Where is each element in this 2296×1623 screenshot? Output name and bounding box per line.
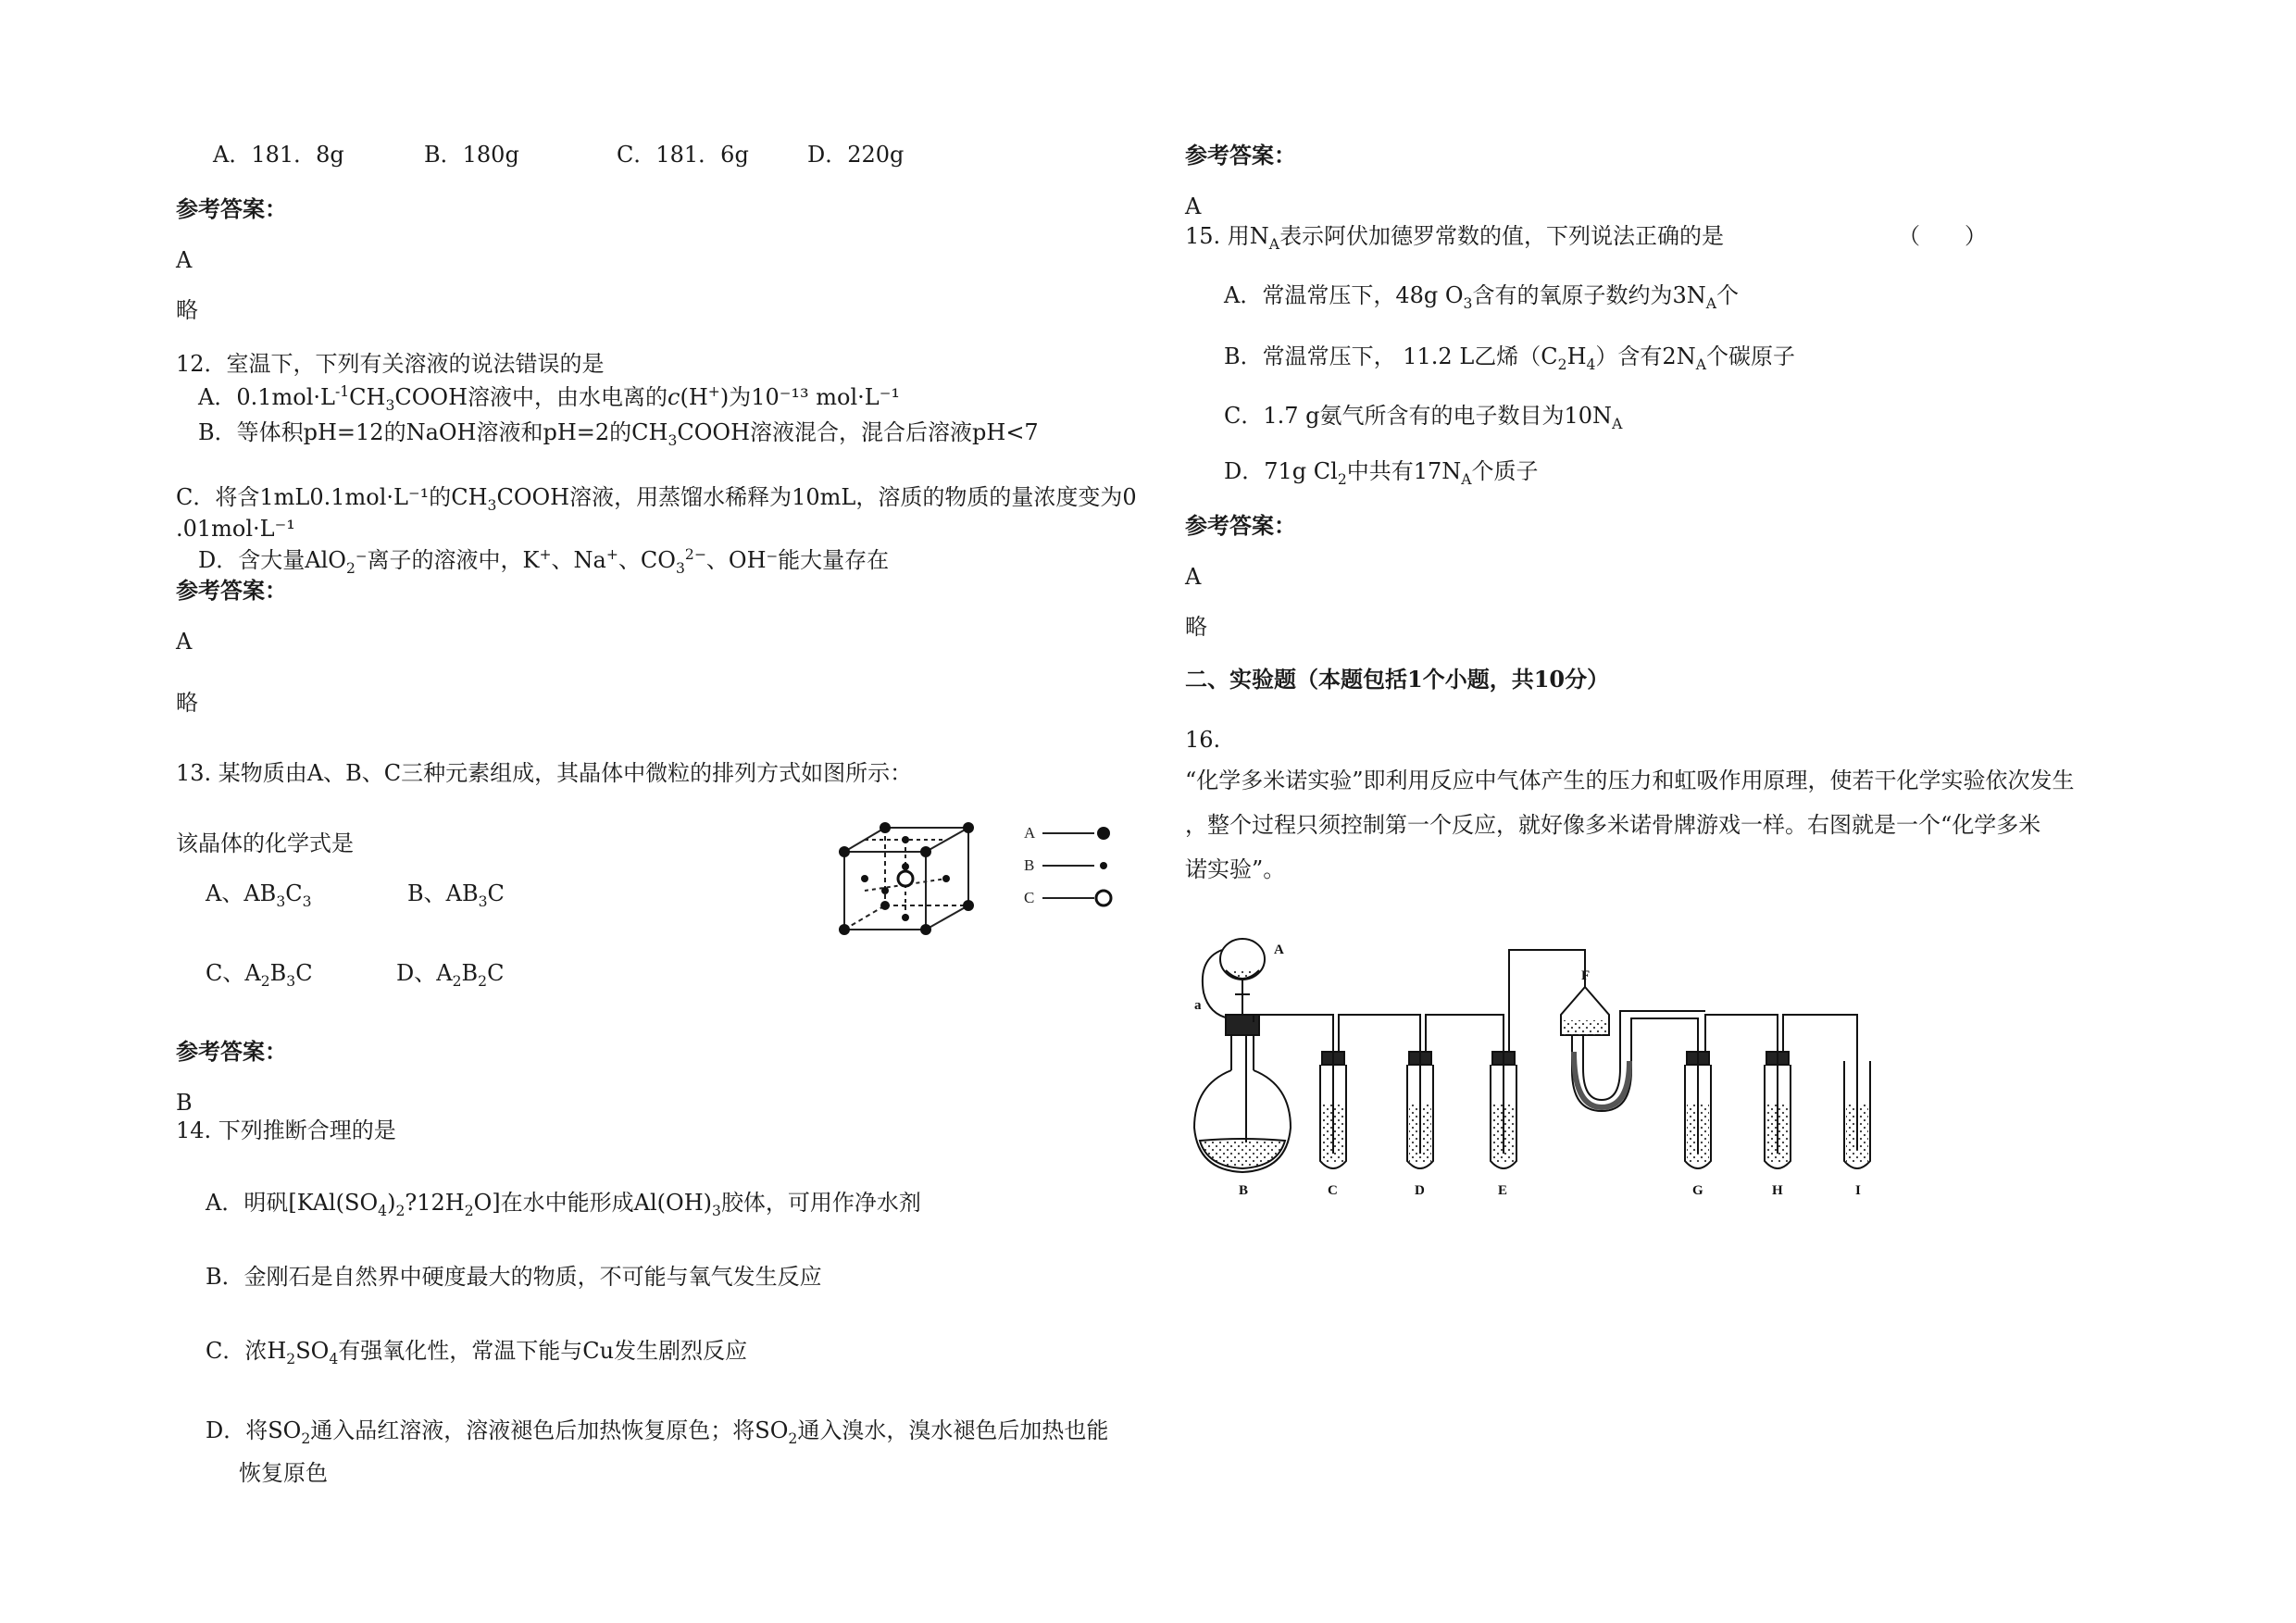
legend-label-b: B — [1024, 856, 1035, 874]
answer-label: 参考答案： — [1185, 512, 1296, 539]
q11-option-c: C．181．6g — [617, 142, 749, 168]
q15-stem: 15. 用$N_A$表示阿伏加德罗常数的值，下列说法正确的是 — [1185, 223, 1725, 253]
q13-prompt: 该晶体的化学式是 — [176, 830, 354, 856]
q12-option-a: A．$0.1mol\cdot L^{-1}CH_3COOH$溶液中，由水电离的c(H+)为10⁻¹³ mol·L⁻¹ — [198, 383, 901, 414]
omitted-note: 略 — [1185, 614, 1207, 640]
q13-answer: B — [176, 1090, 193, 1116]
answer-label: 参考答案： — [176, 1038, 287, 1065]
q12-option-c-line2: .01mol·L⁻¹ — [176, 516, 295, 542]
q14-option-b: B．金刚石是自然界中硬度最大的物质，不可能与氧气发生反应 — [206, 1264, 822, 1290]
q14-option-d: D．将$SO_2$通入品红溶液，溶液褪色后加热恢复原色；将$SO_2$通入溴水，溴水褪色后加热也能 — [206, 1417, 1109, 1447]
label-funnel-f: F — [1581, 968, 1591, 983]
label-c: C — [1328, 1183, 1338, 1198]
label-h: H — [1772, 1183, 1783, 1198]
q15-option-d: D．71g $Cl_2$中共有$17N_A$个质子 — [1224, 458, 1539, 488]
q12-stem: 12．室温下，下列有关溶液的说法错误的是 — [176, 351, 605, 377]
q16-number: 16. — [1185, 727, 1221, 753]
crystal-lattice-figure — [833, 818, 1120, 943]
label-funnel-a: A — [1274, 943, 1284, 957]
q11-option-b: B．180g — [424, 142, 519, 168]
q14-answer: A — [1185, 194, 1202, 219]
q14-option-c: C．浓$H_2SO_4$有强氧化性，常温下能与Cu发生剧烈反应 — [206, 1338, 748, 1367]
omitted-note: 略 — [176, 690, 198, 716]
label-i: I — [1855, 1183, 1861, 1198]
q13-option-c: C、$A_2B_3C$ — [206, 960, 313, 990]
q13-option-d: D、$A_2B_2C$ — [396, 960, 505, 990]
q15-answer: A — [1185, 564, 1202, 590]
q16-text-line3: 诺实验”。 — [1185, 856, 1286, 882]
section-heading: 二、实验题（本题包括1个小题，共10分） — [1185, 666, 1610, 693]
q12-option-b: B．等体积pH=12的NaOH溶液和pH=2的$CH_3COOH$溶液混合，混合后溶液pH<7 — [198, 419, 1039, 449]
q11-option-d: D．220g — [807, 142, 905, 168]
label-d: D — [1415, 1183, 1425, 1198]
q16-text-line1: “化学多米诺实验”即利用反应中气体产生的压力和虹吸作用原理，使若干化学实验依次发生 — [1185, 768, 2075, 793]
q12-option-c-line1: C．将含1mL0.1mol·L⁻¹的$CH_3COOH$溶液，用蒸馏水稀释为10mL，溶质的物质的量浓度变为0 — [176, 484, 1137, 514]
q11-option-a: A．181．8g — [213, 142, 344, 168]
label-e: E — [1498, 1183, 1508, 1198]
domino-apparatus-figure — [1185, 922, 1889, 1200]
omitted-note: 略 — [176, 297, 198, 323]
q12-option-d: D．含大量AlO$_2$⁻离子的溶液中，K+、Na+、$CO_3^{2-}$、OH⁻能大量存在 — [198, 546, 890, 577]
answer-label: 参考答案： — [176, 195, 287, 222]
q12-answer: A — [176, 629, 193, 655]
answer-label: 参考答案： — [176, 577, 287, 604]
q14-option-d-line2: 恢复原色 — [239, 1460, 328, 1486]
q15-option-a: A．常温常压下，48g $O_3$含有的氧原子数约为$3N_A$个 — [1224, 282, 1740, 312]
q13-stem: 13. 某物质由A、B、C三种元素组成，其晶体中微粒的排列方式如图所示： — [176, 760, 913, 786]
q14-stem: 14. 下列推断合理的是 — [176, 1117, 396, 1143]
q15-answer-blank: （ ） — [1898, 223, 1987, 249]
q11-answer: A — [176, 247, 193, 273]
q15-option-c: C．1.7 g氨气所含有的电子数目为$10N_A$ — [1224, 403, 1623, 432]
answer-label: 参考答案： — [1185, 142, 1296, 169]
q15-option-b: B．常温常压下， 11.2 L乙烯$(C_2H_4)$含有$2N_A$个碳原子 — [1224, 343, 1795, 373]
q16-text-line2: ，整个过程只须控制第一个反应，就好像多米诺骨牌游戏一样。右图就是一个“化学多米 — [1185, 812, 2041, 838]
q13-option-b: B、$AB_3C$ — [407, 880, 505, 910]
legend-label-c: C — [1024, 889, 1035, 906]
q14-option-a: A．明矾$[KAl(SO_4)_2?12H_2O]$在水中能形成$Al(OH)_3$胶体，可用作净水剂 — [206, 1190, 921, 1219]
legend-label-a: A — [1024, 824, 1036, 842]
label-b: B — [1239, 1183, 1249, 1198]
label-tube-a: a — [1194, 998, 1202, 1013]
label-g: G — [1692, 1183, 1703, 1198]
q13-option-a: A、$AB_3C_3$ — [206, 880, 312, 910]
